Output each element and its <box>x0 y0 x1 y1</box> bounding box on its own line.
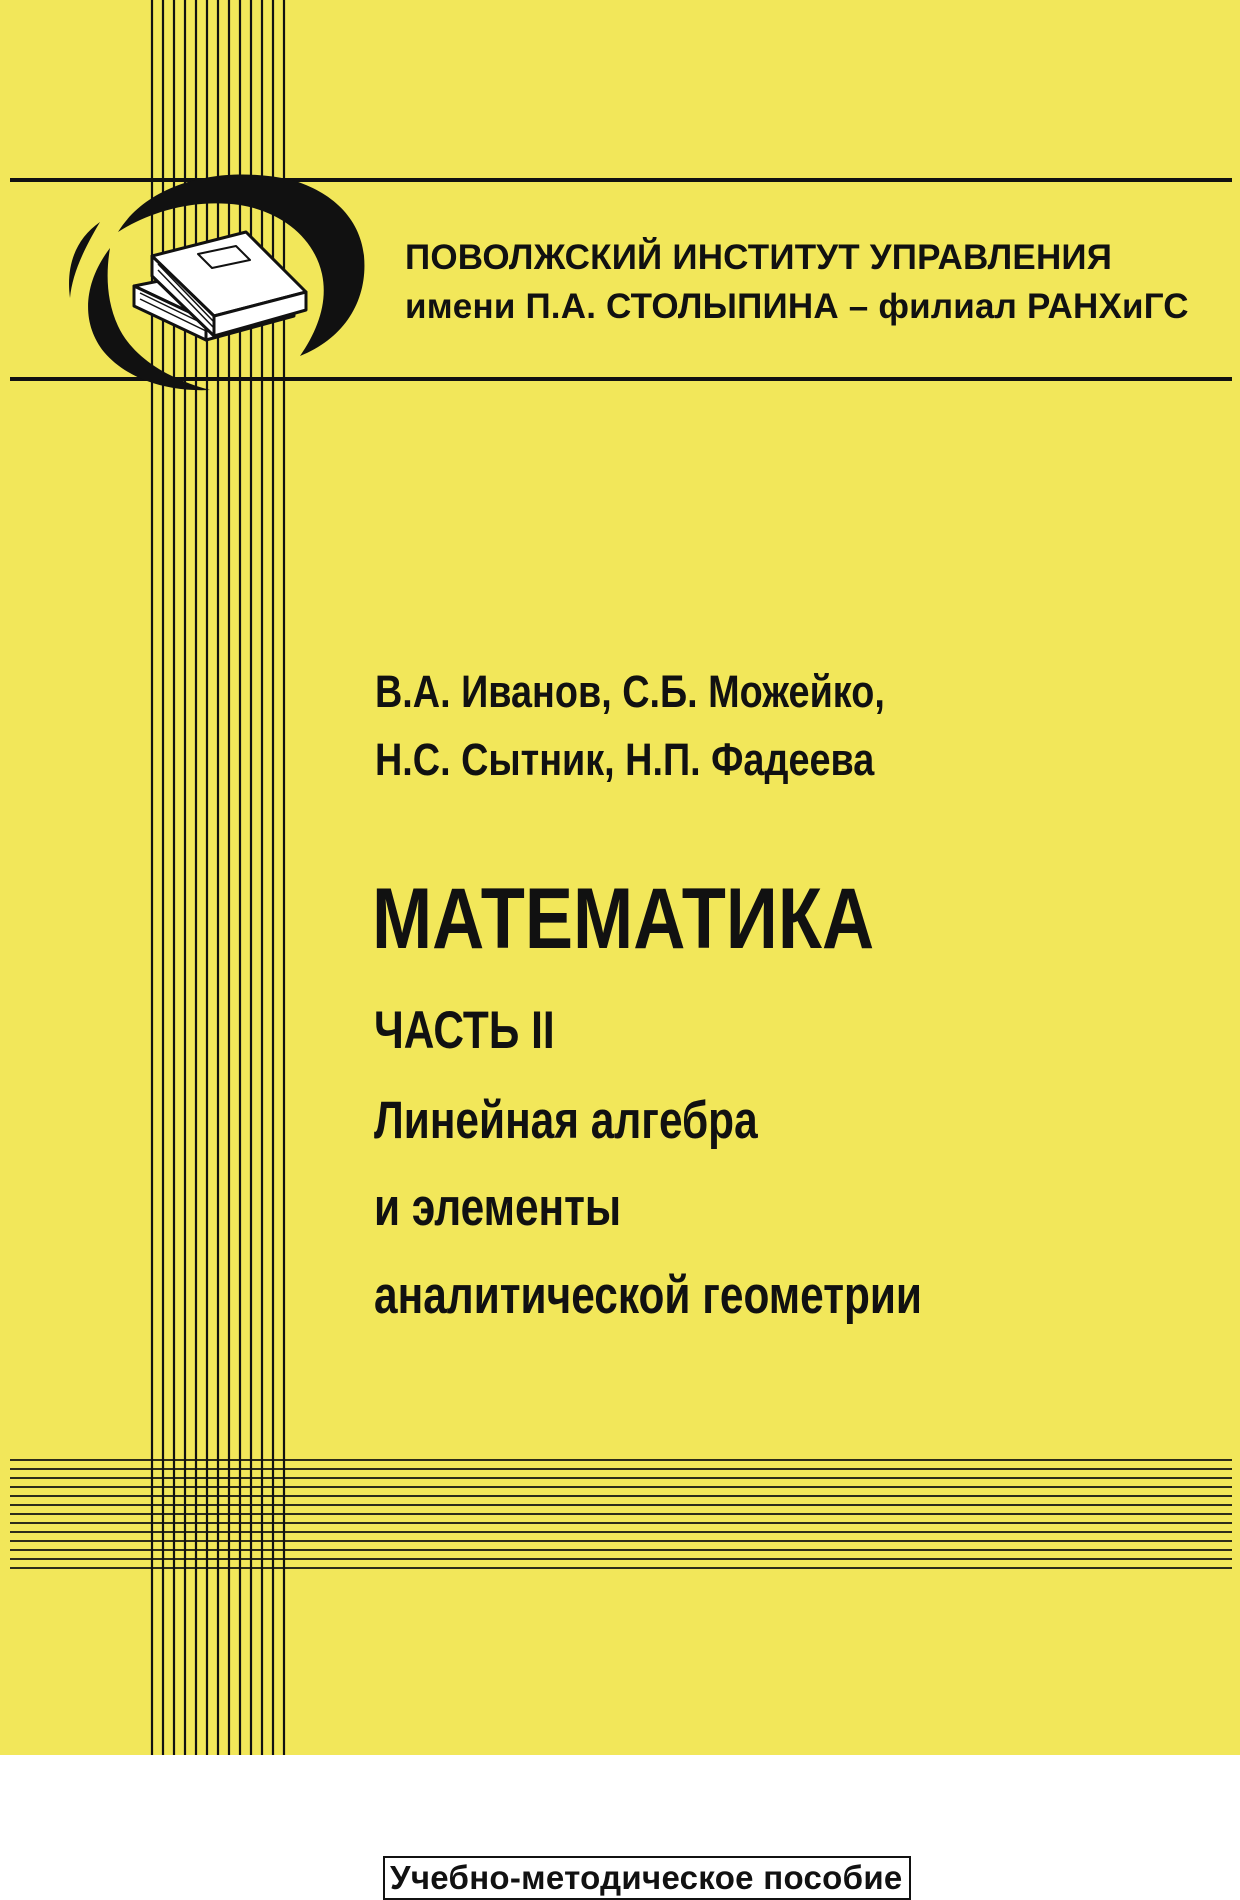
book-title: МАТЕМАТИКА <box>372 871 875 967</box>
subtitle-line-3: аналитической геометрии <box>374 1266 922 1325</box>
subtitle-line-1: Линейная алгебра <box>374 1091 758 1150</box>
subtitle-line-2: и элементы <box>374 1178 622 1237</box>
institute-name-line-2: имени П.А. СТОЛЫПИНА – филиал РАНХиГС <box>405 287 1189 326</box>
authors-line-1: В.А. Иванов, С.Б. Можейко, <box>375 666 885 717</box>
stack-of-books-icon <box>134 232 306 340</box>
publication-type-text: Учебно-методическое пособие <box>390 1859 903 1896</box>
authors-line-2: Н.С. Сытник, Н.П. Фадеева <box>375 734 875 785</box>
publication-type-label <box>383 1856 911 1900</box>
bottom-rule-lines <box>10 1460 1232 1568</box>
institute-name-line-1: ПОВОЛЖСКИЙ ИНСТИТУТ УПРАВЛЕНИЯ <box>405 238 1113 277</box>
part-label: ЧАСТЬ II <box>374 1001 555 1060</box>
